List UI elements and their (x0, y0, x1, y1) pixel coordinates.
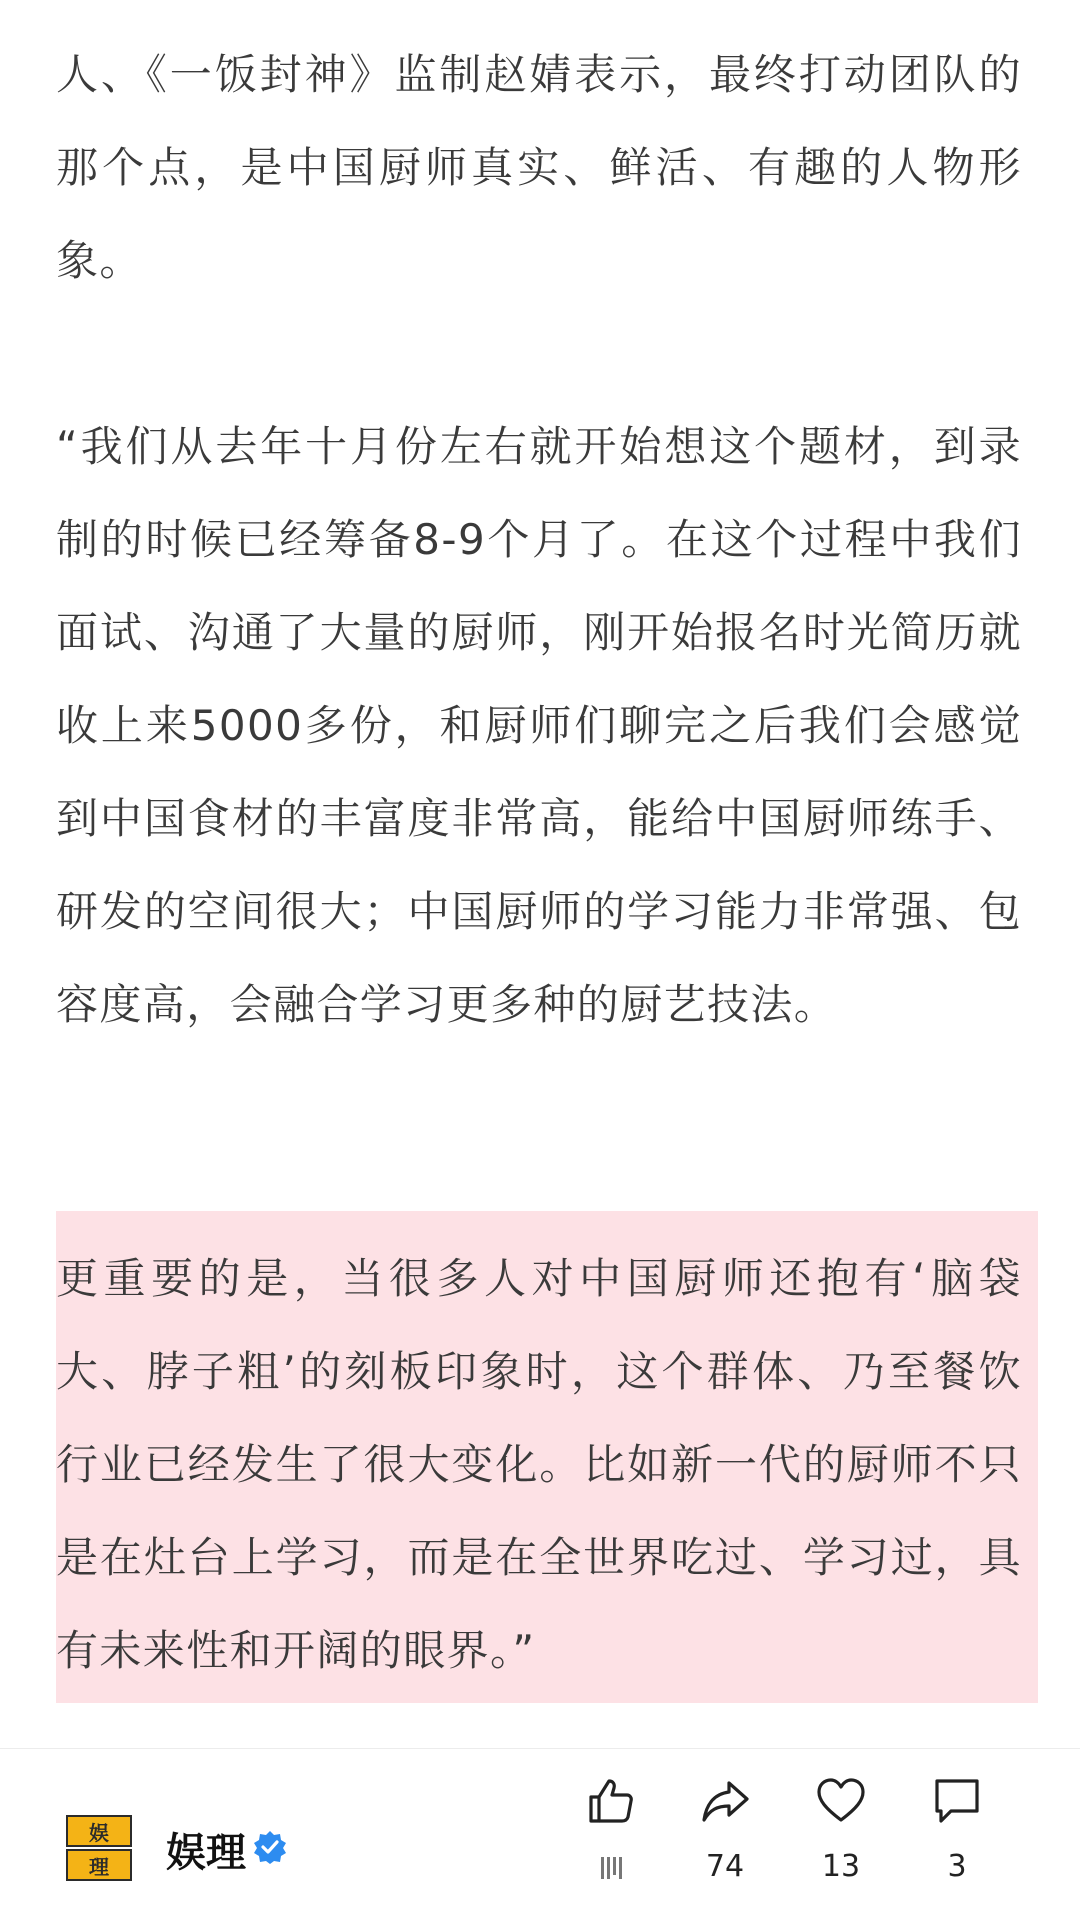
verified-badge-icon (252, 1829, 288, 1865)
share-button[interactable] (680, 1775, 770, 1883)
article-paragraph-2: “我们从去年十月份左右就开始想这个题材，到录制的时候已经筹备8-9个月了。在这个过程中我们面试、沟通了大量的厨师，刚开始报名时光简历就收上来5000多份，和厨师们聊完之后我们会感觉到中国食材的丰富度非常高，能给中国厨师练手、研发的空间很大；中国厨师的学习能力非常强、包容度高，会融合学习更多种的厨艺技法。 (56, 422, 1022, 1029)
comment-bubble-icon (931, 1775, 983, 1827)
thumbs-up-icon (585, 1775, 637, 1827)
article-paragraph-1: 人、《一饭封神》监制赵婧表示，最终打动团队的那个点，是中国厨师真实、鲜活、有趣的人物形象。 (56, 50, 1022, 285)
comment-count: 3 (947, 1849, 967, 1884)
share-count: 74 (705, 1849, 745, 1884)
heart-icon (815, 1775, 867, 1827)
avatar-glyph-1: 娱 (89, 1820, 109, 1845)
author-name[interactable]: 娱理 (166, 1830, 246, 1876)
like-button[interactable] (566, 1775, 656, 1879)
article-paragraph-highlighted: 更重要的是，当很多人对中国厨师还抱有‘脑袋大、脖子粗’的刻板印象时，这个群体、乃至餐饮行业已经发生了很大变化。比如新一代的厨师不只是在灶台上学习，而是在全世界吃过、学习过，具有未来性和开阔的眼界。” (56, 1254, 1022, 1675)
avatar-glyph-2: 理 (89, 1854, 109, 1879)
avatar-tile-bottom (66, 1849, 132, 1881)
like-count-redacted (566, 1857, 656, 1879)
author-avatar[interactable] (66, 1815, 134, 1883)
comment-button[interactable] (912, 1775, 1002, 1883)
share-arrow-icon (699, 1775, 751, 1827)
favorite-button[interactable] (796, 1775, 886, 1883)
avatar-tile-top (66, 1815, 132, 1847)
post-footer-bar (0, 1749, 1080, 1914)
favorite-count: 13 (821, 1849, 861, 1884)
